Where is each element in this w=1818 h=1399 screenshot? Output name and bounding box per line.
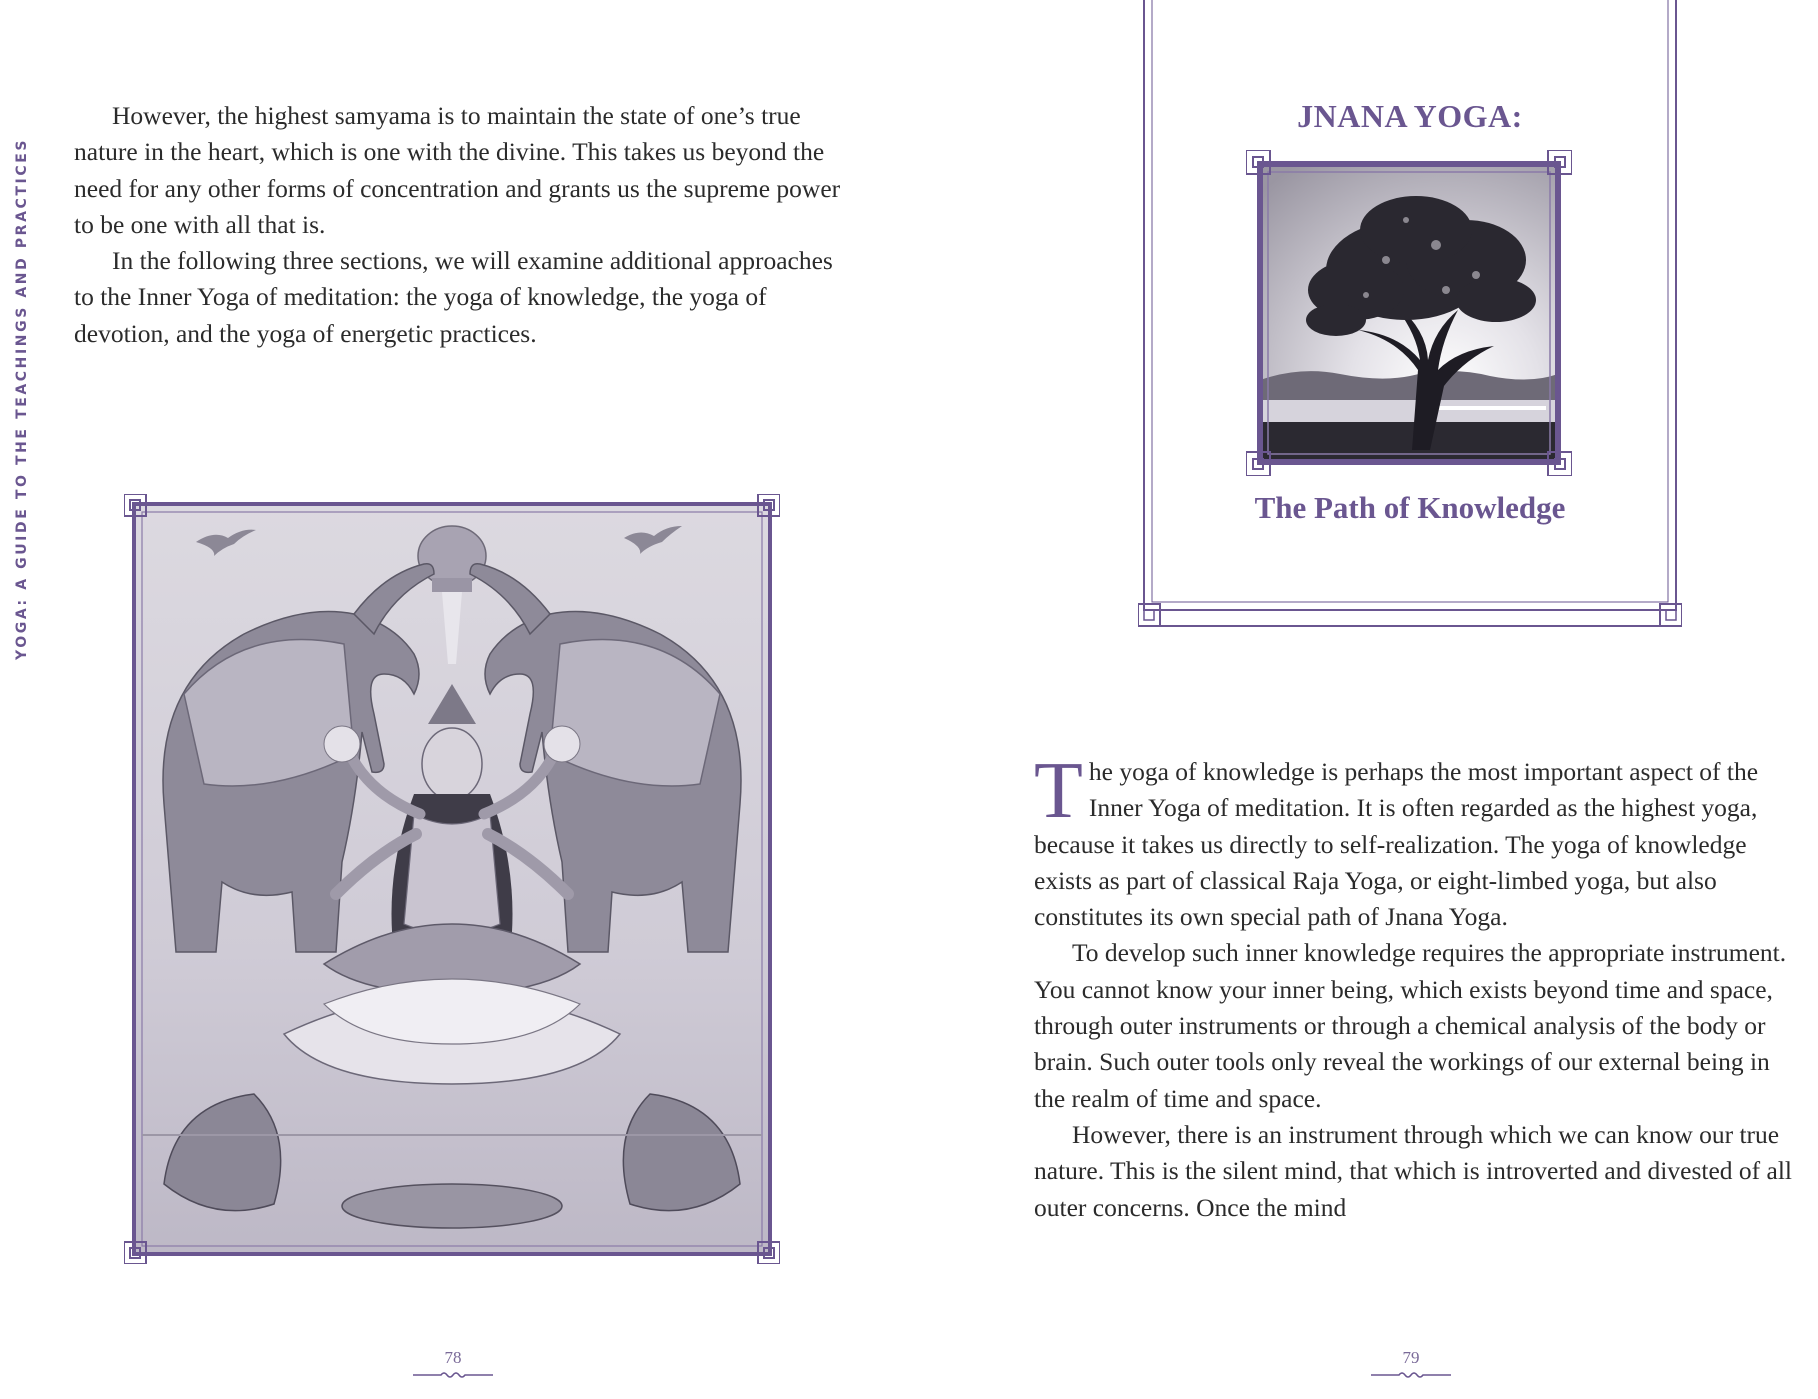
flourish-ornament-icon [1371, 1370, 1451, 1380]
chapter-heading: JNANA YOGA: [1297, 98, 1523, 134]
right-paragraph-1 [1034, 747, 1804, 935]
left-paragraph-1: However, the highest samyama is to maintain the state of one’s true nature in the heart, which is one with the divine. This takes us beyond the need for any other forms of concentration and grants us the supreme power to be one with all that is. [74, 101, 841, 239]
lakshmi-with-elephants-illustration [124, 494, 780, 1264]
drop-cap: T [1034, 747, 1083, 835]
tree-at-lake-sunset-photo [1246, 150, 1572, 476]
running-head [0, 0, 28, 700]
left-paragraph-2: In the following three sections, we will examine additional approaches to the Inner Yoga of meditation: the yoga of knowledge, the yoga of devotion, and the yoga of energetic practices. [74, 246, 833, 348]
chapter-subtitle: The Path of Knowledge [1254, 490, 1566, 525]
left-page-body [74, 98, 844, 352]
right-page-body [1034, 747, 1804, 1226]
page-number-right: 79 [1402, 1348, 1420, 1367]
right-paragraph-3: However, there is an instrument through which we can know our true nature. This is the silent mind, that which is introverted and divested of all outer concerns. Once the mind [1034, 1119, 1793, 1222]
running-head-text: YOGA: A GUIDE TO THE TEACHINGS AND PRACTICES [14, 137, 30, 660]
right-paragraph-2: To develop such inner knowledge requires the appropriate instrument. You cannot know your inner being, which exists beyond time and space, through outer instruments or through a chemical analysis of the body or brain. Such outer tools only reveal the workings of our external being in the realm of time and space. [1034, 938, 1787, 1113]
page-number-left: 78 [444, 1348, 462, 1367]
right-paragraph-1-text: he yoga of knowledge is perhaps the most important aspect of the Inner Yoga of meditation. It is often regarded as the highest yoga, because it takes us directly to self-realization. The yoga of knowledge exists as part of classical Raja Yoga, or eight-limbed yoga, but also constitutes its own special path of Jnana Yoga. [1034, 757, 1759, 932]
flourish-ornament-icon [413, 1370, 493, 1380]
